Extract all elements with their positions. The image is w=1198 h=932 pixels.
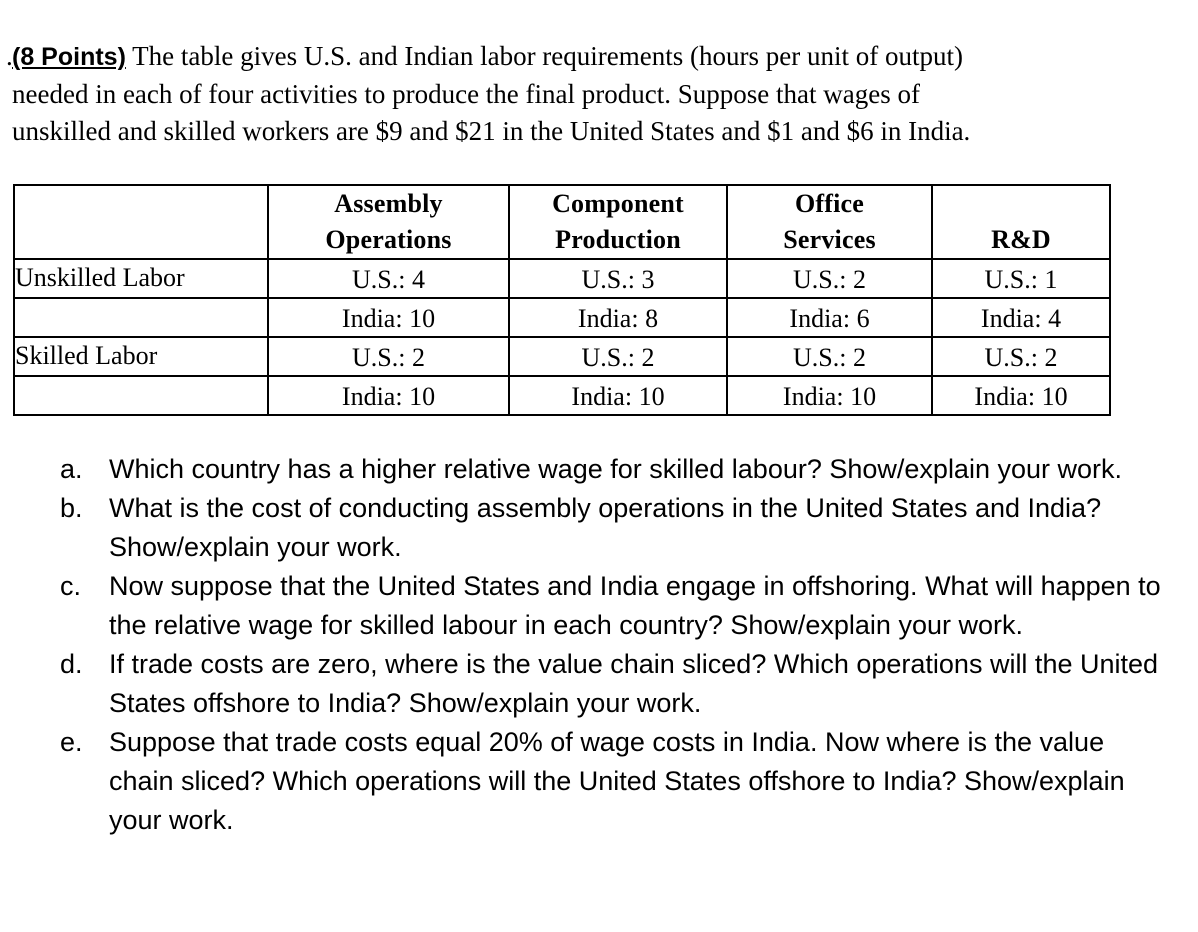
question-text: If trade costs are zero, where is the value chain sliced? Which operations will the United States offshore to India? Show/explain your work. xyxy=(109,649,1159,718)
row-label-unskilled: Unskilled Labor xyxy=(14,259,268,298)
question-letter: e. xyxy=(60,727,83,757)
question-letter: a. xyxy=(60,454,83,484)
header-assembly-line1: Assembly xyxy=(334,189,443,218)
table-header-row xyxy=(14,185,1110,259)
header-assembly xyxy=(268,185,509,259)
table-cell: India: 10 xyxy=(509,376,727,415)
header-office-line1: Office xyxy=(794,189,865,218)
table-cell: U.S.: 3 xyxy=(509,259,727,298)
table-row xyxy=(14,337,1110,376)
table-cell: India: 6 xyxy=(727,298,932,337)
header-component xyxy=(509,185,727,259)
question-list xyxy=(60,450,1170,840)
table-cell: U.S.: 1 xyxy=(932,259,1110,298)
list-item xyxy=(60,645,1170,723)
table-cell: India: 10 xyxy=(268,376,509,415)
header-office-line2: Services xyxy=(783,225,876,254)
table-cell: U.S.: 2 xyxy=(932,337,1110,376)
header-rd xyxy=(932,185,1110,259)
intro-line-1 xyxy=(6,38,1186,76)
table-cell: U.S.: 4 xyxy=(268,259,509,298)
header-office xyxy=(727,185,932,259)
table-cell: India: 10 xyxy=(932,376,1110,415)
question-letter: d. xyxy=(60,649,83,679)
intro-bullet: . xyxy=(6,41,13,71)
header-component-line1: Component xyxy=(552,189,684,218)
list-item xyxy=(60,567,1170,645)
table-row xyxy=(14,259,1110,298)
table-cell: U.S.: 2 xyxy=(268,337,509,376)
question-text: What is the cost of conducting assembly operations in the United States and India? Show/explain your work. xyxy=(109,493,1102,562)
intro-line-3: unskilled and skilled workers are $9 and $21 in the United States and $1 and $6 in India. xyxy=(12,116,971,146)
table-row xyxy=(14,376,1110,415)
list-item xyxy=(60,450,1170,489)
header-corner xyxy=(14,185,268,259)
intro-line-2: needed in each of four activities to produce the final product. Suppose that wages of xyxy=(12,79,920,109)
question-letter: b. xyxy=(60,493,83,523)
row-label-empty xyxy=(14,376,268,415)
question-text: Now suppose that the United States and India engage in offshoring. What will happen to the relative wage for skilled labour in each country? Show/explain your work. xyxy=(109,571,1161,640)
header-component-line2: Production xyxy=(555,225,681,254)
question-letter: c. xyxy=(60,571,82,601)
question-text: Suppose that trade costs equal 20% of wage costs in India. Now where is the value chain sliced? Which operations will the United States offshore to India? Show/explain your work. xyxy=(109,727,1125,835)
labor-requirements-table xyxy=(13,184,1111,416)
list-item xyxy=(60,489,1170,567)
table-cell: India: 10 xyxy=(727,376,932,415)
table-cell: U.S.: 2 xyxy=(509,337,727,376)
header-rd-line2: R&D xyxy=(991,225,1051,254)
table-cell: India: 4 xyxy=(932,298,1110,337)
problem-intro xyxy=(6,38,1186,150)
table-cell: U.S.: 2 xyxy=(727,337,932,376)
table-cell: U.S.: 2 xyxy=(727,259,932,298)
question-text: Which country has a higher relative wage for skilled labour? Show/explain your work. xyxy=(109,454,1123,484)
header-assembly-line2: Operations xyxy=(325,225,452,254)
table-cell: India: 8 xyxy=(509,298,727,337)
row-label-empty xyxy=(14,298,268,337)
table-row xyxy=(14,298,1110,337)
table-cell: India: 10 xyxy=(268,298,509,337)
list-item xyxy=(60,723,1170,840)
row-label-skilled: Skilled Labor xyxy=(14,337,268,376)
intro-line-1-text: The table gives U.S. and Indian labor requirements (hours per unit of output) xyxy=(125,41,963,71)
points-label: (8 Points) xyxy=(12,43,126,71)
